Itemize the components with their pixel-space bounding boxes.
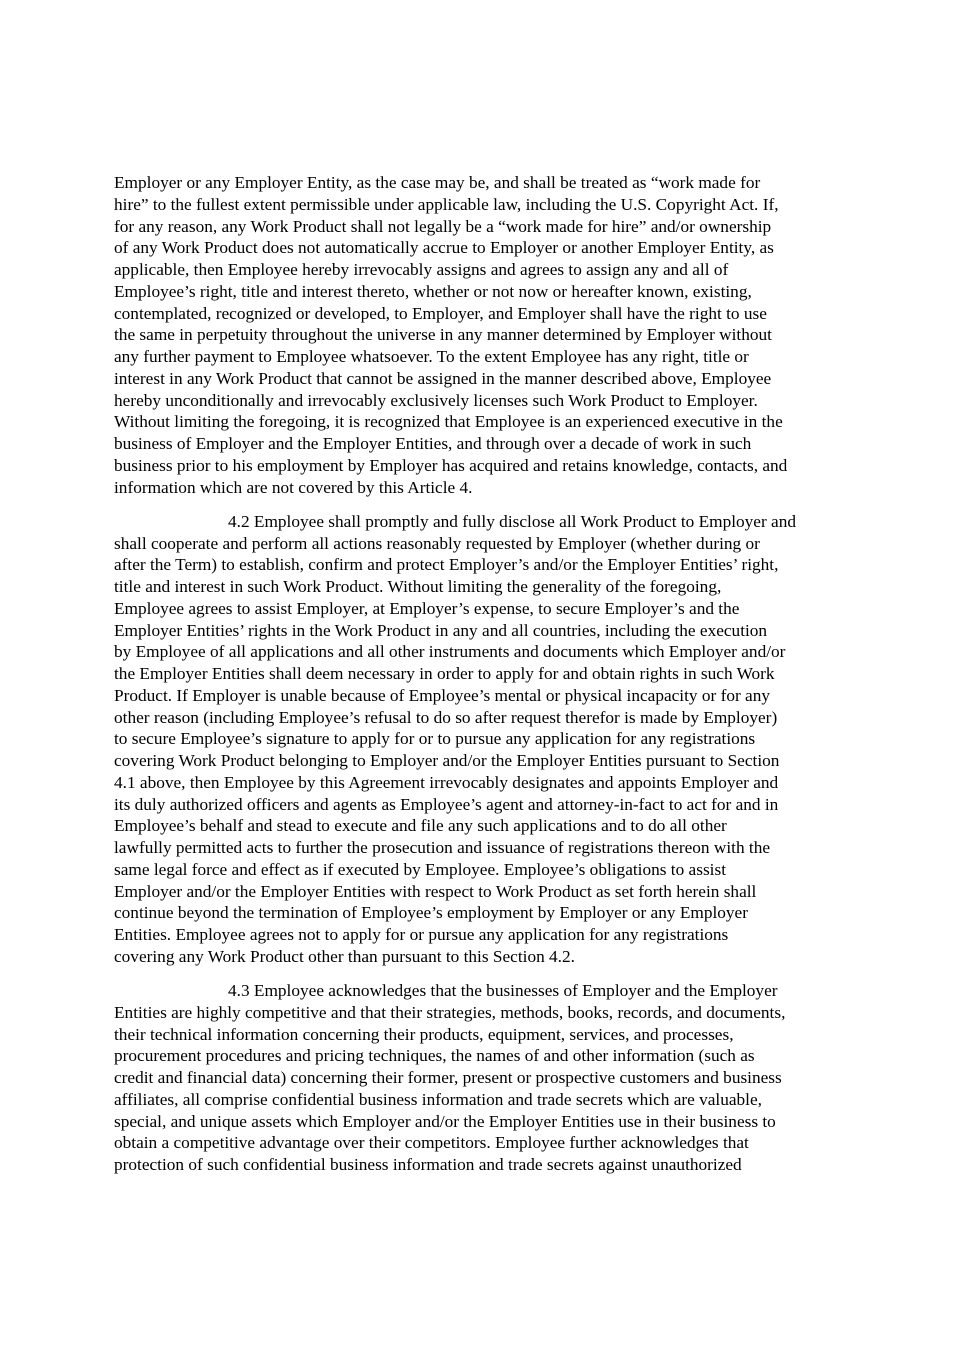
text-line: Product. If Employer is unable because of Employee’s mental or physical incapacity or for any — [114, 685, 770, 705]
paragraph-section-4-3 — [114, 980, 856, 1176]
text-line: lawfully permitted acts to further the prosecution and issuance of registrations thereon with the — [114, 838, 771, 857]
text-line: title and interest in such Work Product. Without limiting the generality of the foregoing, — [114, 577, 722, 596]
text-line: information which are not covered by this Article 4. — [114, 477, 473, 497]
text-line: business of Employer and the Employer Entities, and through over a decade of work in such — [114, 434, 752, 453]
text-line: Employer or any Employer Entity, as the case may be, and shall be treated as “work made for — [114, 173, 761, 192]
text-line: other reason (including Employee’s refusal to do so after request therefor is made by Employer) — [114, 707, 778, 727]
text-line: business prior to his employment by Employer has acquired and retains knowledge, contacts, and — [114, 455, 788, 475]
text-line: applicable, then Employee hereby irrevocably assigns and agrees to assign any and all of — [114, 260, 729, 279]
text-line: Employee’s behalf and stead to execute and file any such applications and to do all other — [114, 816, 727, 836]
text-line: to secure Employee’s signature to apply for or to pursue any application for any registrations — [114, 729, 756, 749]
text-line: hereby unconditionally and irrevocably exclusively licenses such Work Product to Employer. — [114, 390, 758, 410]
text-line: covering any Work Product other than pursuant to this Section 4.2. — [114, 946, 575, 966]
text-line: interest in any Work Product that cannot be assigned in the manner described above, Employee — [114, 368, 772, 388]
text-line: special, and unique assets which Employer and/or the Employer Entities use in their business to — [114, 1111, 776, 1131]
text-line: same legal force and effect as if executed by Employee. Employee’s obligations to assist — [114, 859, 727, 879]
text-line: Employee agrees to assist Employer, at Employer’s expense, to secure Employer’s and the — [114, 598, 740, 618]
text-line: covering Work Product belonging to Employer and/or the Employer Entities pursuant to Section — [114, 751, 780, 770]
paragraph-section-4-2 — [114, 511, 856, 968]
text-line: any further payment to Employee whatsoever. To the extent Employee has any right, title or — [114, 347, 749, 366]
text-line: obtain a competitive advantage over their competitors. Employee further acknowledges that — [114, 1133, 749, 1153]
text-line: 4.1 above, then Employee by this Agreement irrevocably designates and appoints Employer and — [114, 772, 779, 792]
text-line: credit and financial data) concerning their former, present or prospective customers and business — [114, 1068, 782, 1087]
text-line: Employee’s right, title and interest thereto, whether or not now or hereafter known, existing, — [114, 281, 752, 301]
text-line: Entities are highly competitive and that their strategies, methods, books, records, and documents, — [114, 1002, 786, 1022]
text-line: 4.3 Employee acknowledges that the businesses of Employer and the Employer — [228, 981, 778, 1000]
text-line: hire” to the fullest extent permissible under applicable law, including the U.S. Copyright Act. If, — [114, 194, 779, 214]
text-line: by Employee of all applications and all other instruments and documents which Employer and/or — [114, 642, 786, 662]
document-body — [114, 172, 856, 1188]
text-line: continue beyond the termination of Employee’s employment by Employer or any Employer — [114, 903, 748, 923]
text-line: its duly authorized officers and agents as Employee’s agent and attorney-in-fact to act for and in — [114, 794, 779, 814]
text-line: Entities. Employee agrees not to apply for or pursue any application for any registrations — [114, 925, 729, 944]
text-line: the Employer Entities shall deem necessary in order to apply for and obtain rights in such Work — [114, 664, 775, 683]
text-line: shall cooperate and perform all actions reasonably requested by Employer (whether during or — [114, 533, 760, 553]
text-line: for any reason, any Work Product shall not legally be a “work made for hire” and/or ownership — [114, 216, 772, 236]
text-line: Without limiting the foregoing, it is recognized that Employee is an experienced executive in the — [114, 412, 783, 432]
text-line: contemplated, recognized or developed, to Employer, and Employer shall have the right to use — [114, 303, 767, 323]
text-line: the same in perpetuity throughout the universe in any manner determined by Employer without — [114, 325, 772, 345]
text-line: Employer Entities’ rights in the Work Product in any and all countries, including the execution — [114, 620, 768, 640]
text-line: affiliates, all comprise confidential business information and trade secrets which are valuable, — [114, 1089, 762, 1109]
text-line: 4.2 Employee shall promptly and fully disclose all Work Product to Employer and — [228, 511, 796, 531]
text-line: their technical information concerning their products, equipment, services, and processes, — [114, 1024, 734, 1044]
text-line: Employer and/or the Employer Entities with respect to Work Product as set forth herein shall — [114, 881, 757, 901]
paragraph-continuation — [114, 172, 856, 498]
text-line: after the Term) to establish, confirm and protect Employer’s and/or the Employer Entities’ right, — [114, 555, 779, 575]
text-line: of any Work Product does not automatically accrue to Employer or another Employer Entity, as — [114, 238, 774, 258]
text-line: protection of such confidential business information and trade secrets against unauthorized — [114, 1155, 742, 1174]
text-line: procurement procedures and pricing techniques, the names of and other information (such as — [114, 1046, 755, 1066]
